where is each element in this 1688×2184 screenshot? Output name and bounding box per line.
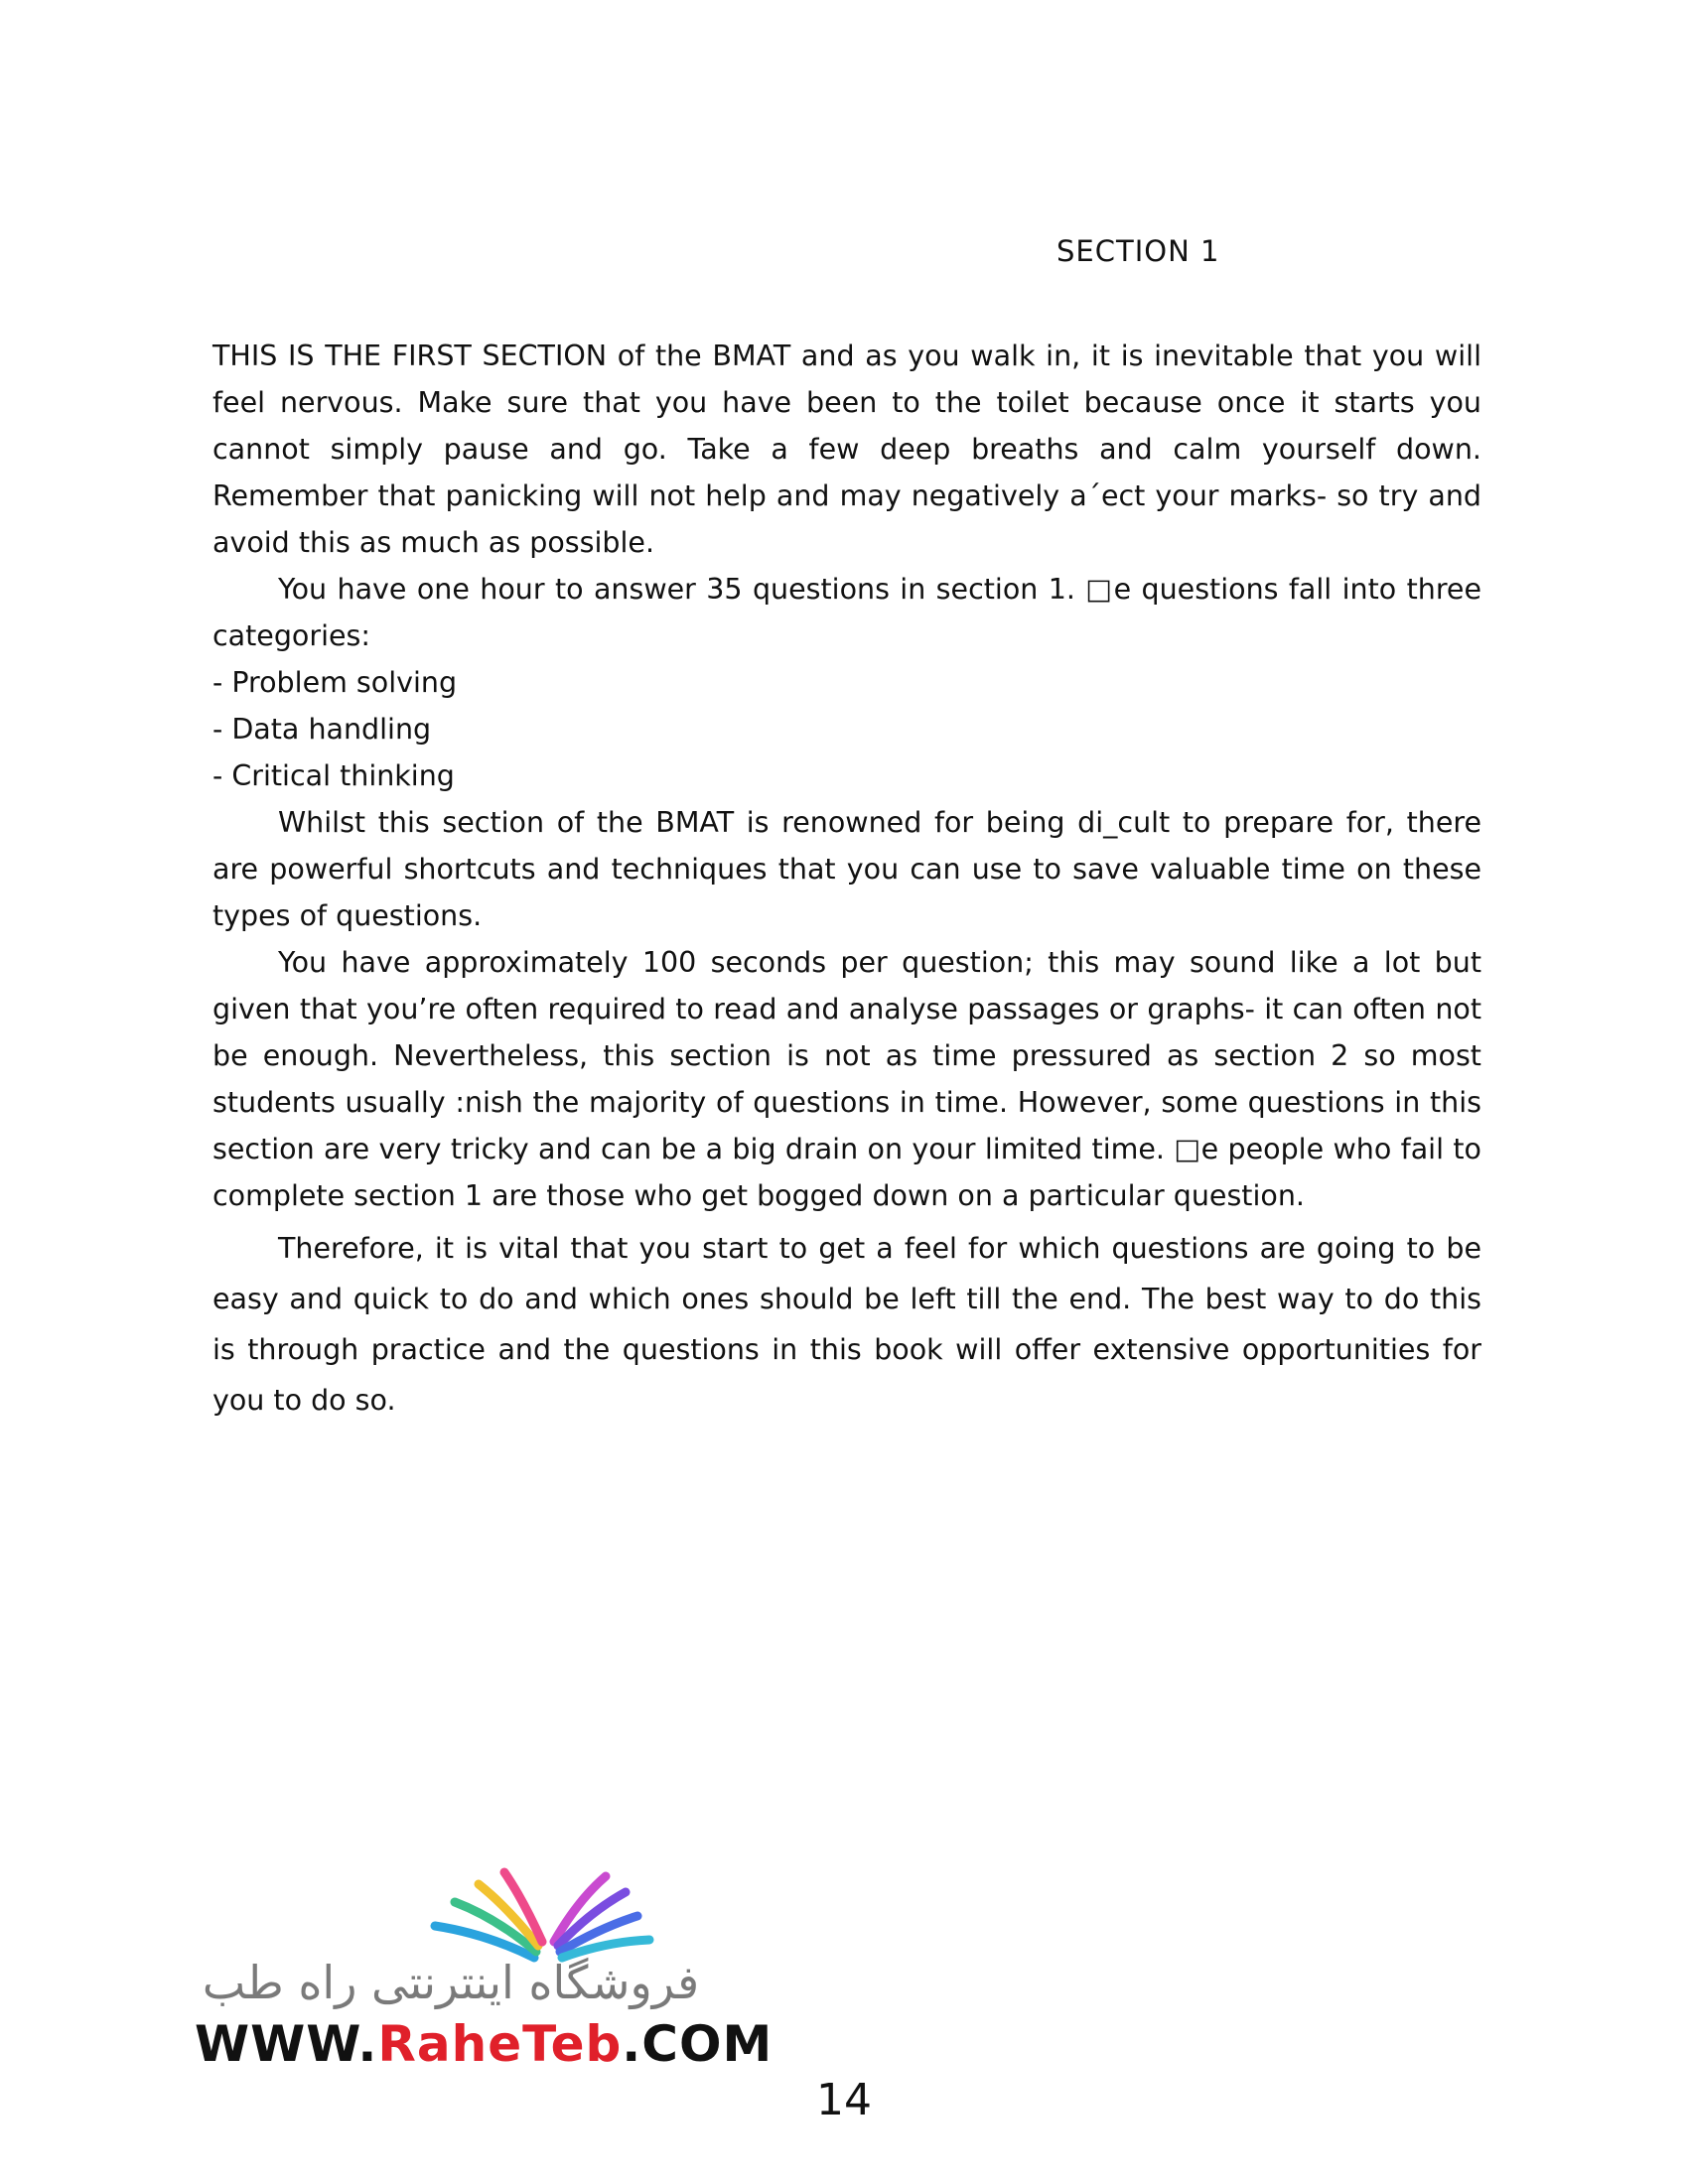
list-item: - Critical thinking xyxy=(212,759,455,792)
watermark-persian-text: فروشگاه اینترنتی راه طب xyxy=(202,1956,700,2009)
url-brand: RaheTeb xyxy=(377,2015,623,2073)
paragraph-difficulty: Whilst this section of the BMAT is renowned for being di_cult to prepare for, there are powerful shortcuts and techniques that you can use to save valuable time on these types of questions. xyxy=(212,806,1481,932)
page-number: 14 xyxy=(816,2075,872,2125)
section-title: SECTION 1 xyxy=(1056,234,1220,268)
url-prefix: WWW. xyxy=(195,2015,378,2073)
url-suffix: .COM xyxy=(622,2015,774,2073)
paragraph-conclusion: Therefore, it is vital that you start to get a feel for which questions are going to be easy and quick to do and which ones should be left till the end. The best way to do this is through practice and the questions in this book will offer extensive opportunities for you to do so. xyxy=(212,1232,1481,1417)
paragraph-intro: THIS IS THE FIRST SECTION of the BMAT and as you walk in, it is inevitable that you will feel nervous. Make sure that you have been to the toilet because once it starts you cannot simply pause and go. Take a few deep breaths and calm yourself down. Remember that panicking will not help and may negatively a´ect your marks- so try and avoid this as much as possible. xyxy=(212,340,1481,559)
body-text xyxy=(212,333,1481,1426)
category-list xyxy=(212,659,1481,799)
watermark-url xyxy=(195,2015,773,2073)
watermark-logo xyxy=(189,1856,774,2085)
paragraph-time: You have one hour to answer 35 questions in section 1. □e questions fall into three categories: xyxy=(212,573,1481,652)
paragraph-pacing: You have approximately 100 seconds per question; this may sound like a lot but given that you’re often required to read and analyse passages or graphs- it can often not be enough. Nevertheless, this section is not as time pressured as section 2 so most students usually :nish the majority of questions in time. However, some questions in this section are very tricky and can be a big drain on your limited time. □e people who fail to complete section 1 are those who get bogged down on a particular question. xyxy=(212,946,1481,1212)
list-item: - Data handling xyxy=(212,713,432,746)
open-book-icon xyxy=(189,1856,725,1966)
list-item: - Problem solving xyxy=(212,666,458,699)
